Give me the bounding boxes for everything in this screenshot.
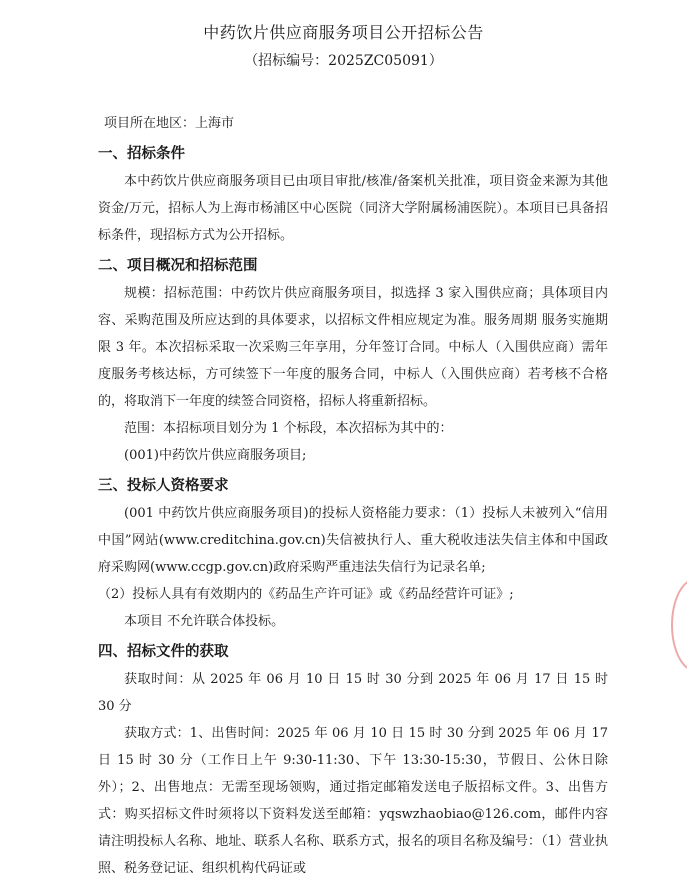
paragraph-acquisition-time: 获取时间：从 2025 年 06 月 10 日 15 时 30 分到 2025 年 06 月 17 日 15 时 30 分 bbox=[98, 672, 608, 714]
section-heading-tender-conditions: 一、招标条件 bbox=[98, 146, 185, 162]
paragraph-lot-item: (001)中药饮片供应商服务项目; bbox=[124, 448, 307, 463]
project-region: 项目所在地区：上海市 bbox=[104, 116, 235, 131]
red-seal-mark bbox=[671, 578, 687, 672]
section-heading-bidder-qualification: 三、投标人资格要求 bbox=[98, 478, 229, 494]
paragraph-qualification-1: (001 中药饮片供应商服务项目)的投标人资格能力要求：（1）投标人未被列入“信用中国”网站(www.creditchina.gov.cn)失信被执行人、重大税收违法失信主体和中国政府采购网(www.ccgp.gov.cn)政府采购严重违法失信行为记录名单; bbox=[98, 506, 608, 575]
section-heading-document-acquisition: 四、招标文件的获取 bbox=[98, 644, 229, 660]
document-body bbox=[98, 112, 608, 882]
paragraph-qualification-2: （2）投标人具有有效期内的《药品生产许可证》或《药品经营许可证》; bbox=[98, 587, 514, 602]
tender-number: （招标编号：2025ZC05091） bbox=[244, 53, 443, 69]
paragraph-consortium: 本项目 不允许联合体投标。 bbox=[124, 614, 285, 629]
paragraph-project-scope: 范围：本招标项目划分为 1 个标段，本次招标为其中的： bbox=[124, 421, 453, 436]
paragraph-tender-conditions: 本中药饮片供应商服务项目已由项目审批/核准/备案机关批准，项目资金来源为其他资金/万元，招标人为上海市杨浦区中心医院（同济大学附属杨浦医院）。本项目已具备招标条件，现招标方式为公开招标。 bbox=[98, 174, 608, 243]
paragraph-acquisition-method: 获取方式：1、出售时间：2025 年 06 月 10 日 15 时 30 分到 2025 年 06 月 17 日 15 时 30 分（工作日上午 9:30-11:30、下午 13:30-15:30，节假日、公休日除外）；2、出售地点：无需至现场领购，通过指定邮箱发送电子版招标文件。3、出售方式：购买招标文件时须将以下资料发送至邮箱：yqswzhaobiao@126.com，邮件内容请注明投标人名称、地址、联系人名称、联系方式，报名的项目名称及编号：（1）营业执照、税务登记证、组织机构代码证或 bbox=[98, 726, 608, 876]
document-title: 中药饮片供应商服务项目公开招标公告 bbox=[203, 23, 484, 42]
paragraph-project-scale: 规模：招标范围：中药饮片供应商服务项目，拟选择 3 家入围供应商；具体项目内容、采购范围及所应达到的具体要求，以招标文件相应规定为准。服务周期 服务实施期限 3 年。本次招标采取一次采购三年享用，分年签订合同。中标人（入围供应商）需年度服务考核达标，方可续签下一年度的服务合同，中标人（入围供应商）若考核不合格的，将取消下一年度的续签合同资格，招标人将重新招标。 bbox=[98, 286, 608, 409]
section-heading-project-overview: 二、项目概况和招标范围 bbox=[98, 258, 258, 274]
